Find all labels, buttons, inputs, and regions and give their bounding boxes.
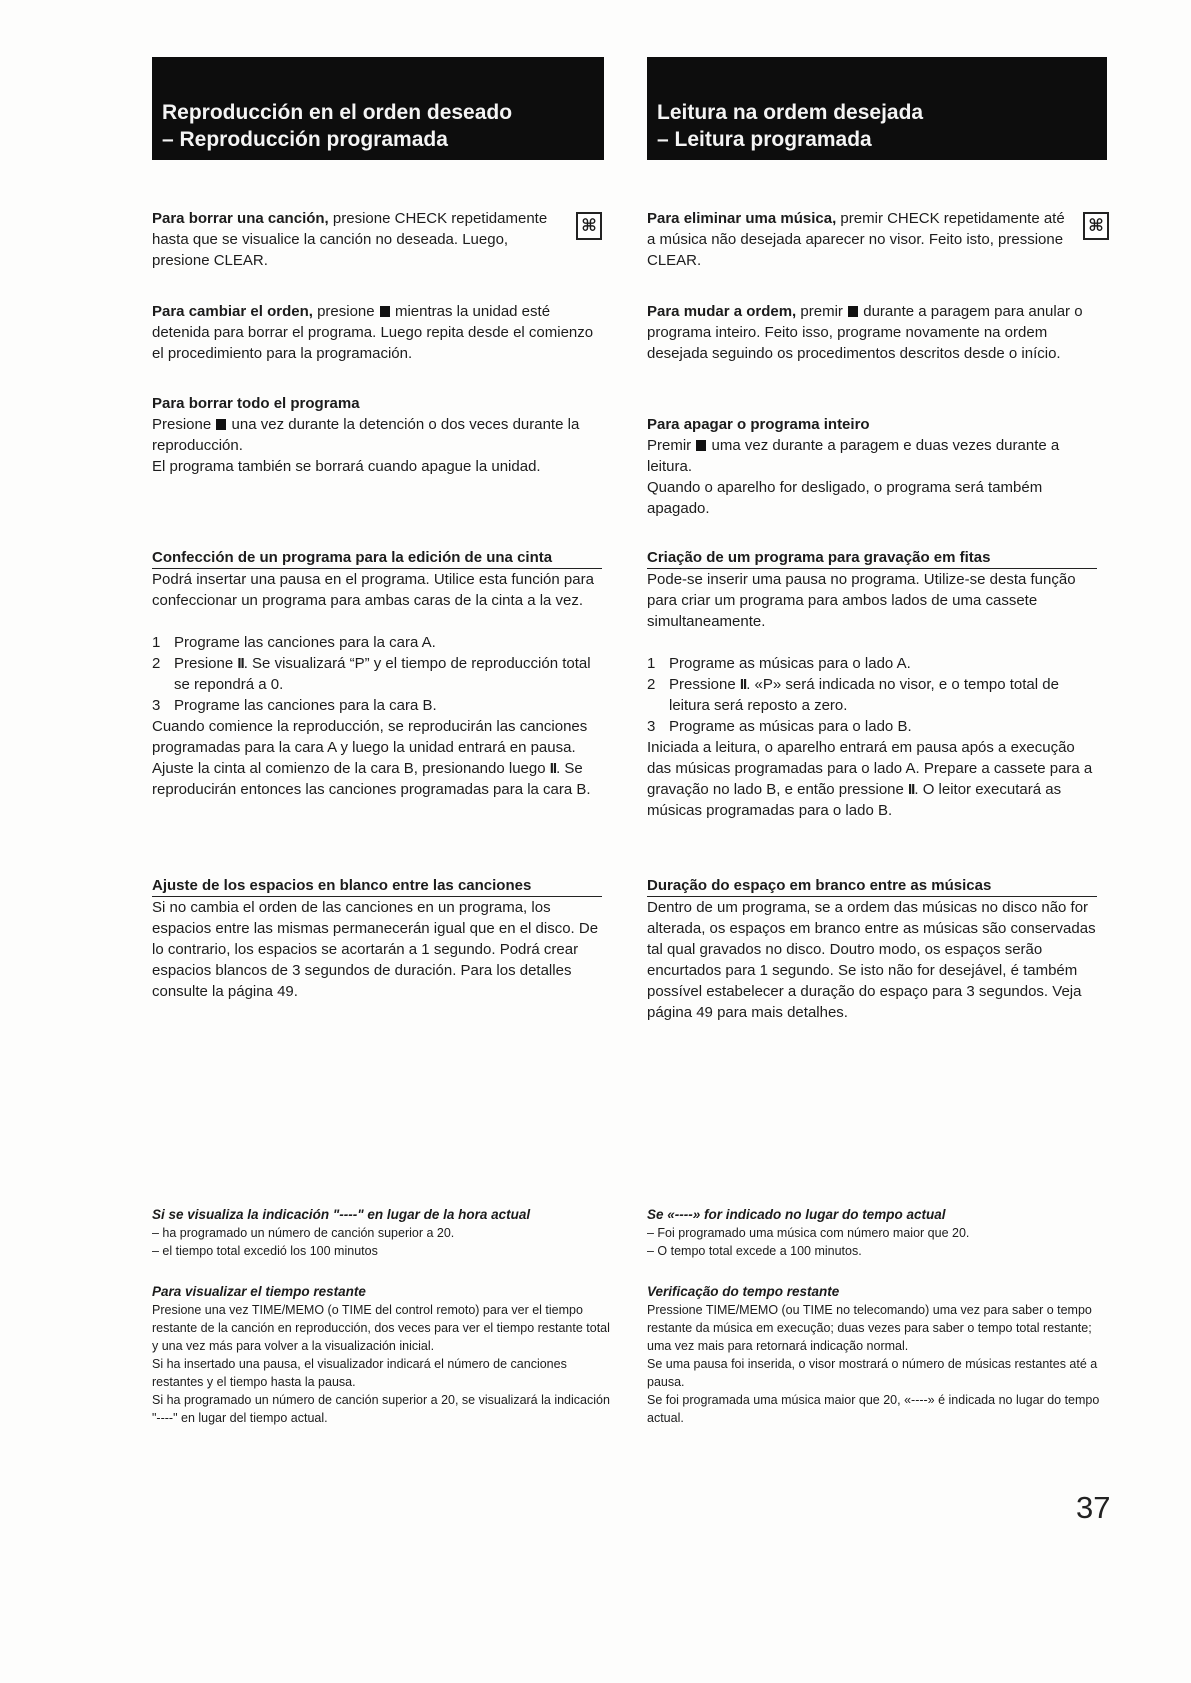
subheading: Para apagar o programa inteiro [647,416,870,433]
section-confeccion: Confección de un programa para la edición de una cinta Podrá insertar una pausa en el programa. Utilice esta función para confeccionar un programa para ambas caras de la cinta a la vez. 1 Programe las canciones para la cara A. 2 Presione II. Se visualizará “P” y el tiempo de reproducción total se repondrá a 0. 3 Programe las canciones para la cara B. Cuando comience la reproducción, se reproducirán las canciones programadas para la cara A y luego la unidad entrará en pausa. Ajuste la cinta al comienzo de la cara B, presionando luego II. Se reproducirán entonces las canciones programadas para la cara B. [152,548,602,800]
subheading: Para borrar todo el programa [152,395,360,412]
pause-icon: II [739,676,747,693]
list-item: 2 Presione II. Se visualizará “P” y el tiempo de reproducción total se repondrá a 0. [152,655,591,693]
section-duracao: Duração do espaço em branco entre as músicas Dentro de um programa, se a ordem das músicas no disco não for alterada, os espaços em branco entre as músicas são conservadas tal qual gravados no disco. Doutro modo, os espaços serão encurtados para 1 segundo. Se isto não for desejável, é também possível estabelecer a duração do espaço para 3 segundos. Veja página 49 para mais detalhes. [647,877,1096,1021]
pause-icon: II [908,781,915,798]
list-item: 1 Programe as músicas para o lado A. [647,655,911,672]
header-title-line1: Leitura na ordem desejada [657,101,924,124]
section-title: Confección de un programa para la edición de una cinta [152,548,602,569]
section-header-pt [647,57,1107,160]
section-ajuste: Ajuste de los espacios en blanco entre las canciones Si no cambia el orden de las canciones en un programa, los espacios entre las mismas permanecerán igual que en el disco. De lo contrario, los espacios se acortarán a 1 segundo. Podrá crear espacios blancos de 3 segundos de duración. Para los detalles consulte la página 49. [152,876,602,1002]
remote-control-icon: ⌘ [1083,212,1109,240]
stop-icon [696,440,706,451]
body-text: presione CHECK repetidamente hasta que se visualice la canción no deseada. Luego, presione CLEAR. [152,210,548,269]
header-title-line2: – Leitura programada [657,128,872,151]
paragraph-apagar-programa: Para apagar o programa inteiro Premir uma vez durante a paragem e duas vezes durante a leitura. Quando o aparelho for desligado, o programa será também apagado. [647,414,1097,519]
steps-list [152,632,602,716]
section-header-es [152,57,604,160]
section-title: Ajuste de los espacios en blanco entre las canciones [152,876,602,897]
pause-icon: II [237,655,244,672]
section-title: Duração do espaço em branco entre as músicas [647,876,1097,897]
list-item: 3 Programe las canciones para la cara B. [152,697,437,714]
paragraph-eliminar-musica [647,208,1067,271]
note-title: Si se visualiza la indicación "----" en lugar de la hora actual [152,1207,531,1222]
list-item: 2 Pressione II. «P» será indicada no visor, e o tempo total de leitura será reposto a zero. [647,676,1059,714]
body-text: premir CHECK repetidamente até a música não desejada aparecer no visor. Feito isto, pressione CLEAR. [647,210,1065,269]
note-tiempo-restante: Para visualizar el tiempo restante Presione una vez TIME/MEMO (o TIME del control remoto) para ver el tiempo restante de la canción en reproducción, dos veces para ver el tiempo restante total y una vez más para volver a la visualización inicial. Si ha insertado una pausa, el visualizador indicará el número de canciones restantes y el tiempo hasta la pausa. Si ha programado un número de canción superior a 20, se visualizará la indicación "----" en lugar del tiempo actual. [152,1283,612,1427]
stop-icon [380,306,390,317]
lead-text: Para eliminar uma música, [647,210,837,227]
paragraph-mudar-ordem: Para mudar a ordem, premir durante a paragem para anular o programa inteiro. Feito isso, programe novamente na ordem desejada seguindo os procedimentos descritos desde o início. [647,303,1083,362]
note-title: Verificação do tempo restante [647,1284,840,1299]
lead-text: Para borrar una canción, [152,210,329,227]
stop-icon [216,419,226,430]
header-title-line1: Reproducción en el orden deseado [162,101,513,124]
paragraph-borrar-programa: Para borrar todo el programa Presione una vez durante la detención o dos veces durante la reproducción. El programa también se borrará cuando apague la unidad. [152,393,602,477]
header-title-line2: – Reproducción programada [162,128,448,151]
note-title: Se «----» for indicado no lugar do tempo actual [647,1207,946,1222]
list-item: 3 Programe as músicas para o lado B. [647,718,912,735]
section-criacao: Criação de um programa para gravação em fitas Pode-se inserir uma pausa no programa. Utilize-se desta função para criar um programa para ambos lados de uma cassete simultaneamente. 1 Programe as músicas para o lado A. 2 Pressione II. «P» será indicada no visor, e o tempo total de leitura será reposto a zero. 3 Programe as músicas para o lado B. Iniciada a leitura, o aparelho entrará em pausa após a execução das músicas programadas para o lado A. Prepare a cassete para a gravação no lado B, e então pressione II. O leitor executará as músicas programadas para o lado B. [647,548,1097,821]
note-tempo-restante: Verificação do tempo restante Pressione TIME/MEMO (ou TIME no telecomando) uma vez para saber o tempo restante da música em execução; duas vezes para saber o tempo total restante; uma vez mais para retornará indicação normal. Se uma pausa foi inserida, o visor mostrará o número de músicas restantes até a pausa. Se foi programada uma música maior que 20, «----» é indicada no lugar do tempo actual. [647,1283,1107,1427]
remote-control-icon: ⌘ [576,212,602,240]
list-item: 1 Programe las canciones para la cara A. [152,634,436,651]
page-number: 37 [1076,1490,1111,1525]
steps-list [647,653,1097,737]
stop-icon [848,306,858,317]
pause-icon: II [549,760,557,777]
lead-text: Para mudar a ordem, [647,303,797,320]
section-title: Criação de um programa para gravação em fitas [647,548,1097,569]
paragraph-borrar-cancion [152,208,552,271]
lead-text: Para cambiar el orden, [152,303,313,320]
note-title: Para visualizar el tiempo restante [152,1284,366,1299]
note-indicacion: Si se visualiza la indicación "----" en lugar de la hora actual – ha programado un número de canción superior a 20. – el tiempo total excedió los 100 minutos [152,1206,612,1260]
paragraph-cambiar-orden: Para cambiar el orden, presione mientras la unidad esté detenida para borrar el programa. Luego repita desde el comienzo el procedimiento para la programación. [152,303,594,362]
note-indicado: Se «----» for indicado no lugar do tempo actual – Foi programado uma música com número maior que 20. – O tempo total excede a 100 minutos. [647,1206,1107,1260]
